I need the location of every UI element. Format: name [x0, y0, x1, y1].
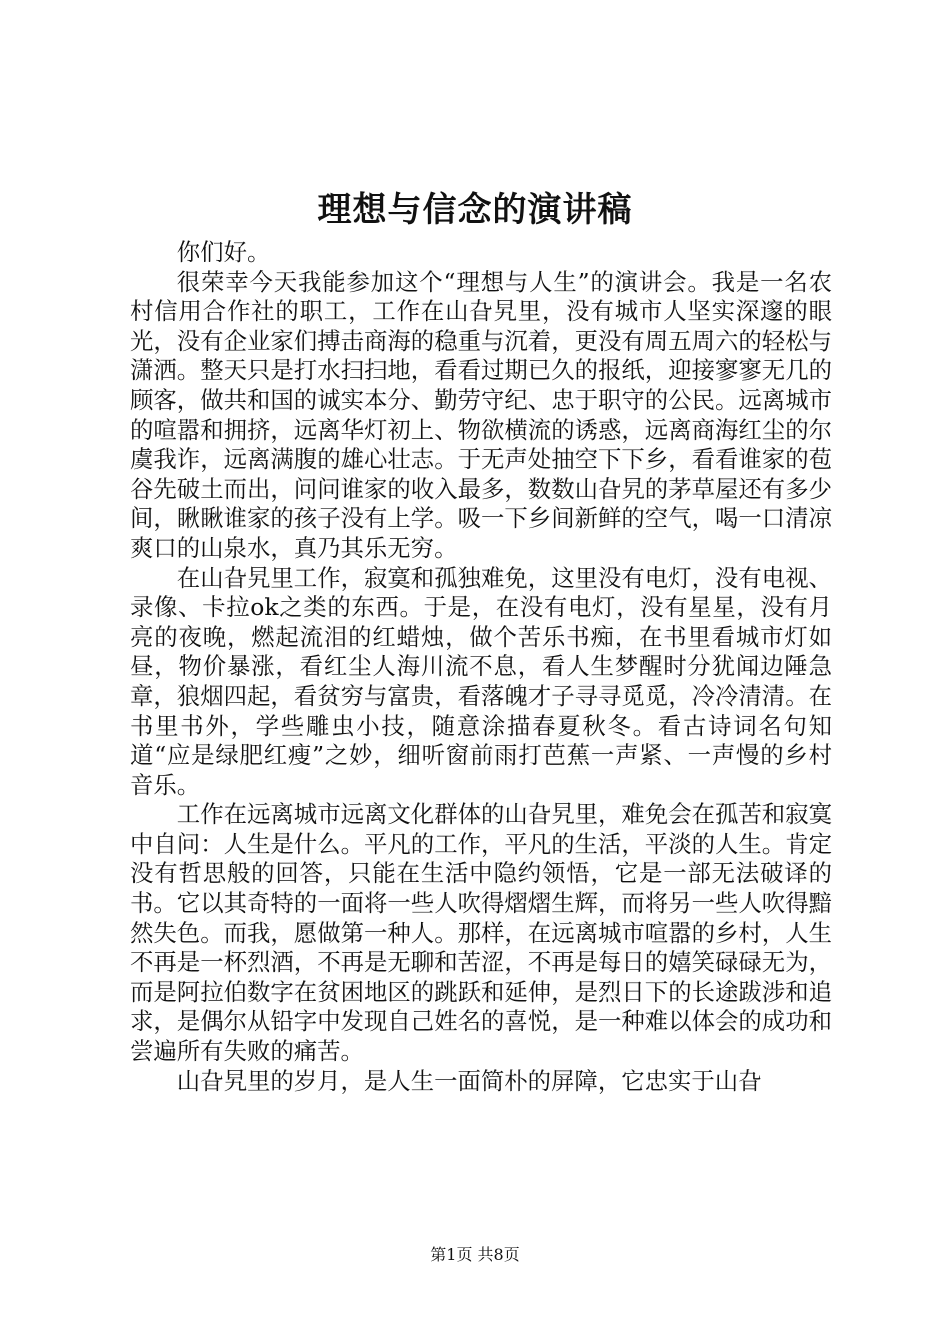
paragraph-life-meaning: 工作在远离城市远离文化群体的山旮旯里，难免会在孤苦和寂寞中自问：人生是什么。平凡的工作，平凡的生活，平淡的人生。肯定没有哲思般的回答，只能在生活中隐约领悟，它是一部无法破译的书。它以其奇特的一面将一些人吹得熠熠生辉，而将另一些人吹得黯然失色。而我，愿做第一种人。那样，在远离城市喧嚣的乡村，人生不再是一杯烈酒，不再是无聊和苦涩，不再是每日的嬉笑碌碌无为，而是阿拉伯数字在贫困地区的跳跃和延伸，是烈日下的长途跋涉和追求，是偶尔从铅字中发现自己姓名的喜悦，是一种难以体会的成功和尝遍所有失败的痛苦。	[130, 800, 832, 1066]
paragraph-greeting: 你们好。	[176, 238, 271, 266]
document-body	[130, 238, 832, 1096]
paragraph-continuation: 山旮旯里的岁月，是人生一面简朴的屏障，它忠实于山旮	[176, 1066, 762, 1095]
paragraph-introduction: 很荣幸今天我能参加这个“理想与人生”的演讲会。我是一名农村信用合作社的职工，工作在山旮旯里，没有城市人坚实深邃的眼光，没有企业家们搏击商海的稳重与沉着，更没有周五周六的轻松与潇洒。整天只是打水扫扫地，看看过期已久的报纸，迎接寥寥无几的顾客，做共和国的诚实本分、勤劳守纪、忠于职守的公民。远离城市的喧嚣和拥挤，远离华灯初上、物欲横流的诱惑，远离商海红尘的尔虞我诈，远离满腹的雄心壮志。于无声处抽空下下乡，看看谁家的苞谷先破土而出，问问谁家的收入最多，数数山旮旯的茅草屋还有多少间，瞅瞅谁家的孩子没有上学。吸一下乡间新鲜的空气，喝一口清凉爽口的山泉水，真乃其乐无穷。	[130, 267, 832, 562]
paragraph-mountain-work: 在山旮旯里工作，寂寞和孤独难免，这里没有电灯，没有电视、录像、卡拉ok之类的东西。于是，在没有电灯，没有星星，没有月亮的夜晚，燃起流泪的红蜡烛，做个苦乐书痴，在书里看城市灯如昼，物价暴涨，看红尘人海川流不息，看人生梦醒时分犹闻边陲急章，狼烟四起，看贫穷与富贵，看落魄才子寻寻觅觅，冷冷清清。在书里书外，学些雕虫小技，随意涂描春夏秋冬。看古诗词名句知道“应是绿肥红瘦”之妙，细听窗前雨打芭蕉一声紧、一声慢的乡村音乐。	[130, 563, 832, 799]
document-title: 理想与信念的演讲稿	[317, 190, 633, 230]
page-number-footer: 第1页 共8页	[430, 1245, 520, 1264]
